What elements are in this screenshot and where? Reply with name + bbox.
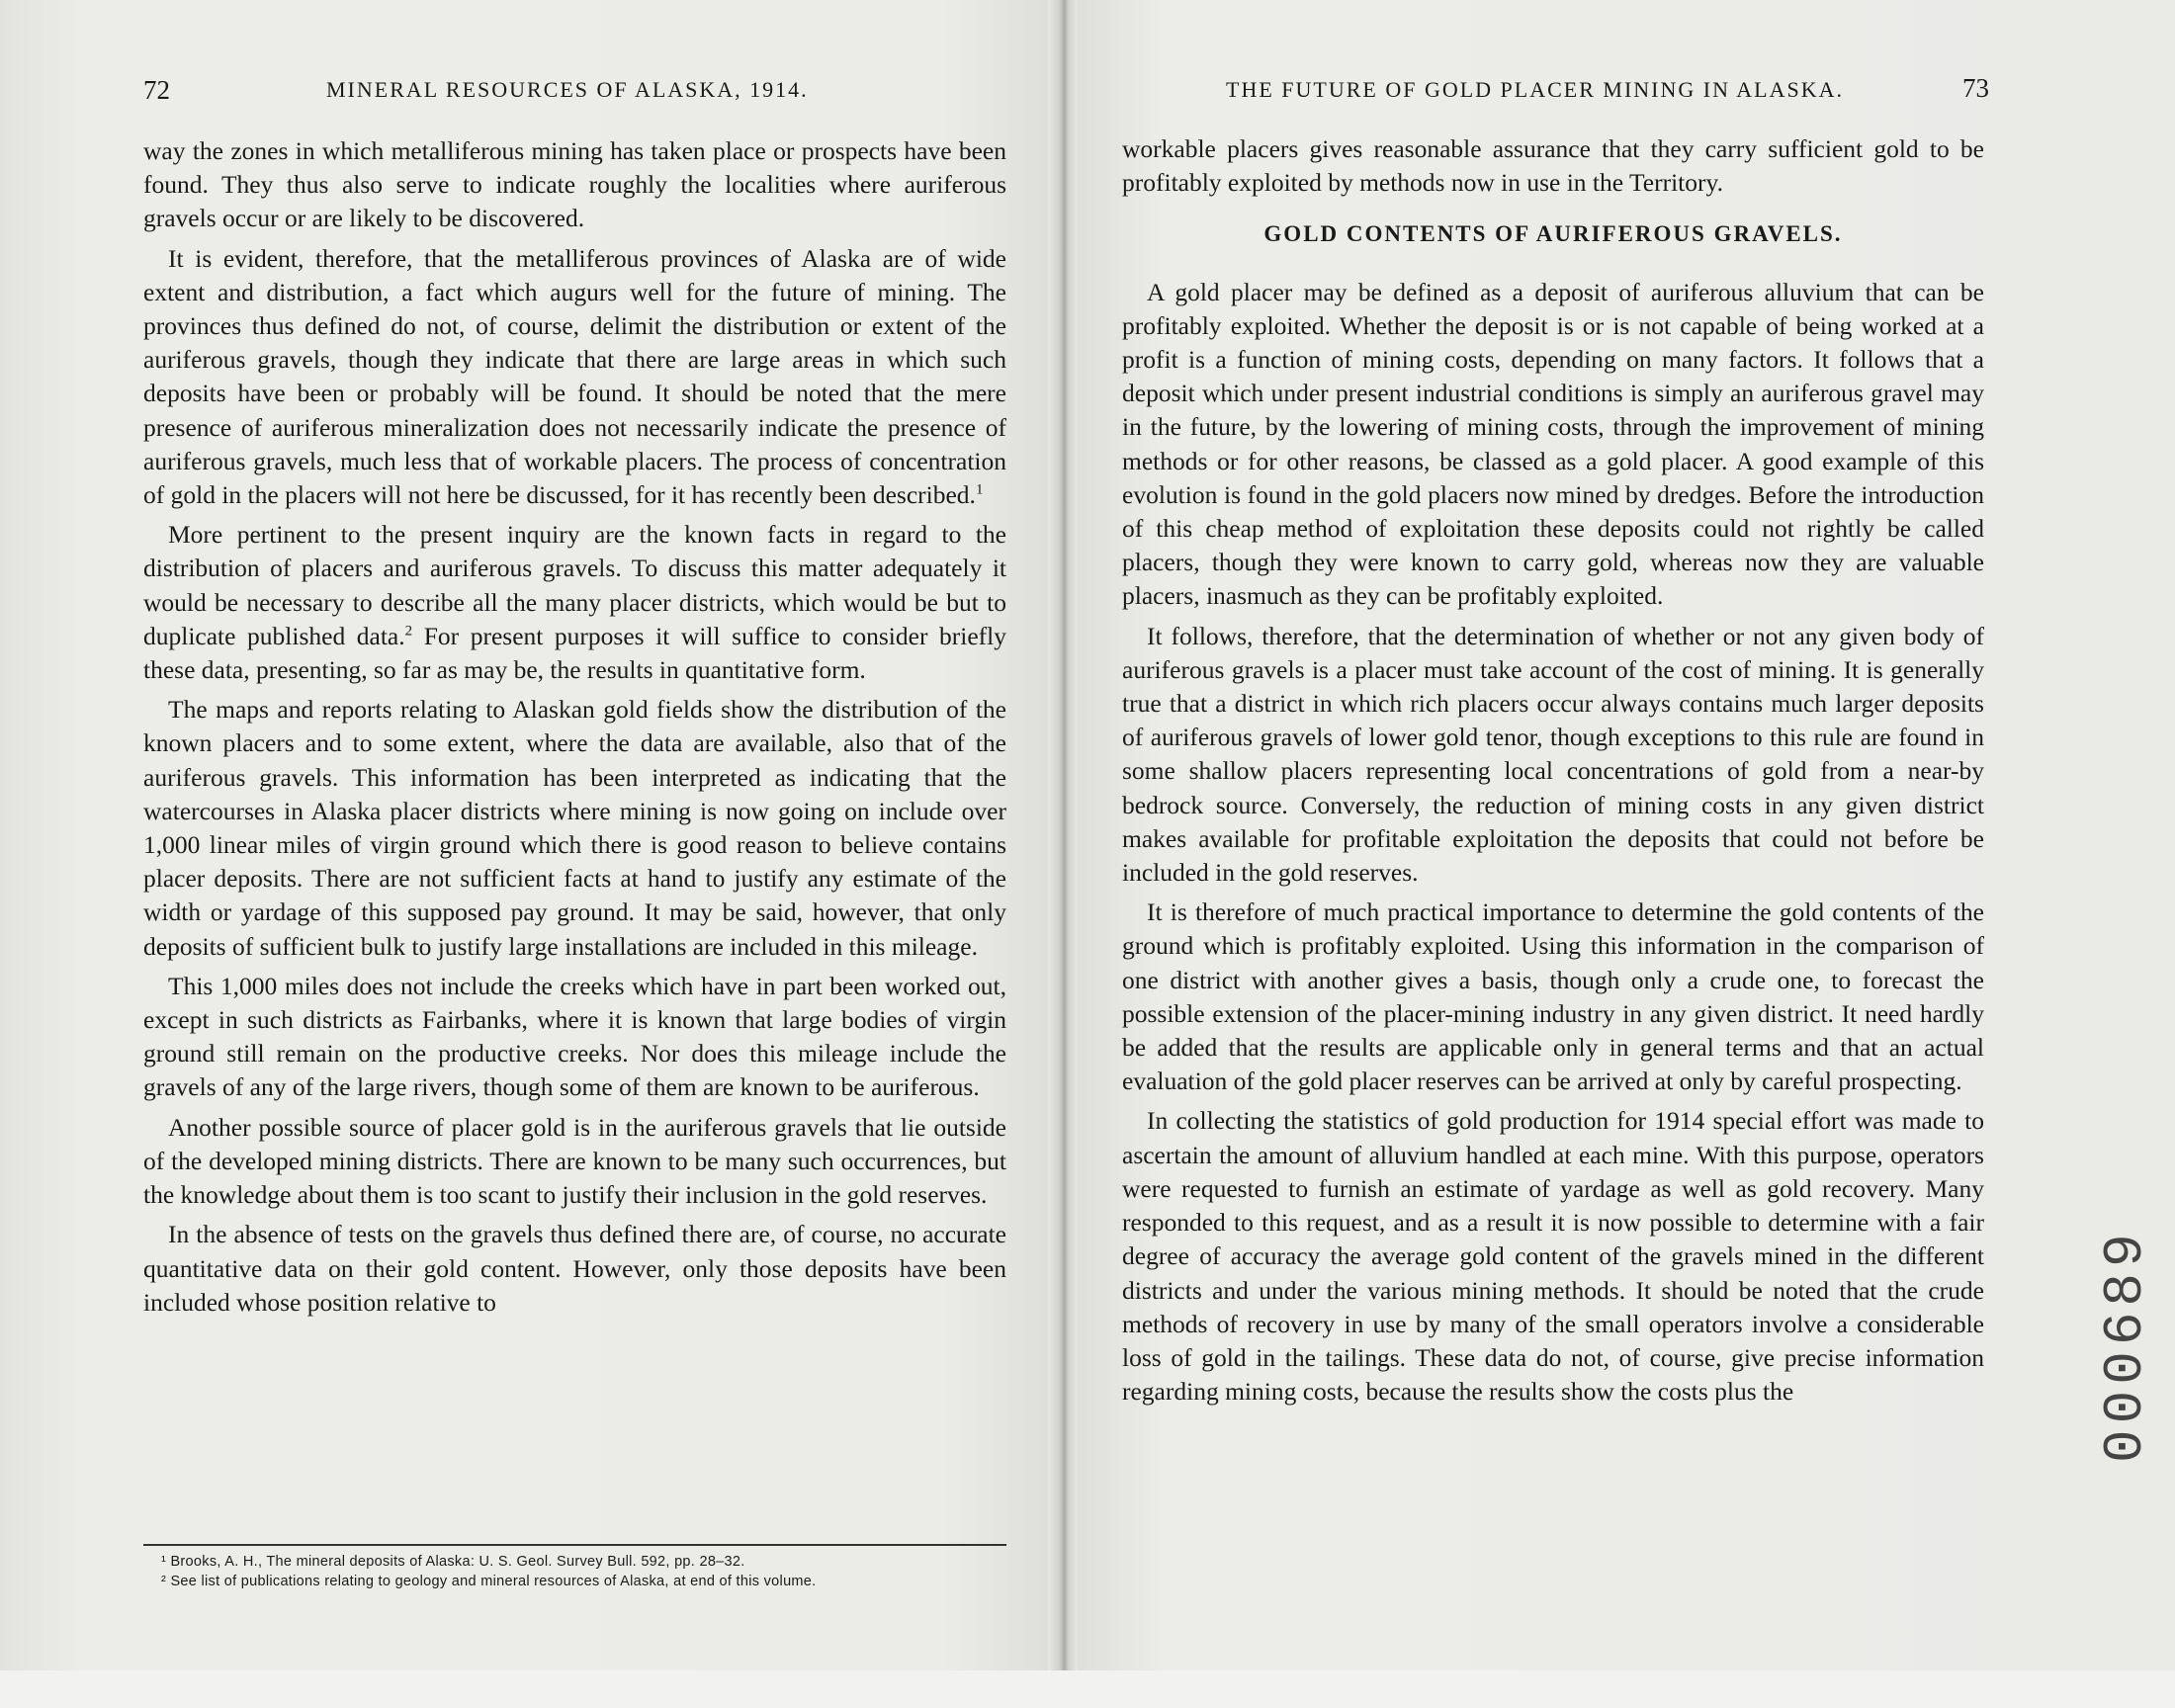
book-gutter	[1048, 0, 1078, 1670]
paragraph: This 1,000 miles does not include the creeks which have in part been worked out, except in such districts as Fairbanks, where it is known that large bodies of virgin ground still remain on the productive creeks. Nor does this mileage include the gravels of any of the large rivers, though some of them are known to be auriferous.	[143, 971, 1006, 1102]
paragraph: More pertinent to the present inquiry are the known facts in regard to the distribution of placers and auriferous gravels. To discuss this matter adequately it would be necessary to describe all the many placer districts, which would be but to duplicate published data.$^2$ For present purposes it will suffice to consider briefly these data, presenting, so far as may be, the results in quantitative form.	[143, 520, 1006, 685]
paragraph: It is evident, therefore, that the metalliferous provinces of Alaska are of wide extent and distribution, a fact which augurs well for the future of mining. The provinces thus defined do not, of course, delimit the distribution or extent of the auriferous gravels, though they indicate that there are large areas in which such deposits have been or probably will be found. It should be noted that the mere presence of auriferous mineralization does not necessarily indicate the presence of auriferous gravels, much less that of workable placers. The process of concentration of gold in the placers will not here be discussed, for it has recently been described.$^1$	[143, 243, 1006, 510]
body-text	[1122, 132, 1984, 1409]
footnote: ² See list of publications relating to geology and mineral resources of Alaska, at end of this volume.	[161, 1574, 817, 1589]
paragraph: A gold placer may be defined as a deposit of auriferous alluvium that can be profitably exploited. Whether the deposit is or is not capable of being worked at a profit is a function of mining costs, depending on many factors. It follows that a deposit which under present industrial conditions is simply an auriferous gravel may in the future, by the lowering of mining costs, through the improvement of mining methods or for other reasons, be classed as a gold placer. A good example of this evolution is found in the gold placers now mined by dredges. Before the introduction of this cheap method of exploitation these deposits could not rightly be called placers, though they were known to carry gold, whereas now they are valuable placers, inasmuch as they can be profitably exploited.	[1122, 277, 1984, 611]
footnotes	[143, 1552, 1006, 1591]
paragraph: Another possible source of placer gold is in the auriferous gravels that lie outside of the developed mining districts. There are known to be many such occurrences, but the knowledge about them is too scant to justify their inclusion in the gold reserves.	[143, 1112, 1006, 1210]
paragraph: way the zones in which metalliferous mining has taken place or prospects have been found. They thus also serve to indicate roughly the localities where auriferous gravels occur or are likely to be discovered.	[143, 136, 1006, 233]
paragraph: In collecting the statistics of gold production for 1914 special effort was made to ascertain the amount of alluvium handled at each mine. With this purpose, operators were requested to furnish an estimate of yardage as well as gold recovery. Many responded to this request, and as a result it is now possible to determine with a fair degree of accuracy the average gold content of the gravels mined in the different districts and under the various mining methods. It should be noted that the crude methods of recovery in use by many of the small operators involve a considerable loss of gold in the tailings. These data do not, of course, give precise information regarding mining costs, because the results show the costs plus the	[1122, 1106, 1984, 1407]
footnote: ¹ Brooks, A. H., The mineral deposits of Alaska: U. S. Geol. Survey Bull. 592, pp. 28–32.	[161, 1554, 745, 1570]
left-page	[0, 0, 1048, 1670]
paragraph: The maps and reports relating to Alaskan gold fields show the distribution of the known placers and to some extent, where the data are available, also that of the auriferous gravels. This information has been interpreted as indicating that the watercourses in Alaska placer districts where mining is now going on include over 1,000 linear miles of virgin ground which there is good reason to believe contains placer deposits. There are not sufficient facts at hand to justify any estimate of the width or yardage of this supposed pay ground. It may be said, however, that only deposits of sufficient bulk to justify large installations are included in this mileage.	[143, 695, 1006, 961]
footnote-rule	[143, 1544, 1006, 1546]
page-number: 73	[1962, 73, 1989, 103]
footnote-ref: 2	[404, 623, 413, 640]
paragraph: In the absence of tests on the gravels thus defined there are, of course, no accurate quantitative data on their gold content. However, only those deposits have been included whose position relative to	[143, 1220, 1006, 1317]
running-head: THE FUTURE OF GOLD PLACER MINING IN ALASKA.	[1226, 77, 1844, 102]
paragraph: It is therefore of much practical importance to determine the gold contents of the ground which is profitably exploited. Using this information in the comparison of one district with another gives a basis, though only a crude one, to forecast the possible extension of the placer-mining industry in any given district. It need hardly be added that the results are applicable only in general terms and that an actual evaluation of the gold placer reserves can be arrived at only by careful prospecting.	[1122, 897, 1984, 1096]
body-text	[143, 134, 1006, 1320]
page-number: 72	[143, 75, 170, 105]
running-head: MINERAL RESOURCES OF ALASKA, 1914.	[326, 77, 809, 102]
section-heading: GOLD CONTENTS OF AURIFEROUS GRAVELS.	[1263, 221, 1843, 247]
paragraph: It follows, therefore, that the determination of whether or not any given body of auriferous gravels is a placer must take account of the cost of mining. It is generally true that a district in which rich placers occur always contains much larger deposits of auriferous gravels of lower gold tenor, though exceptions to this rule are found in some shallow placers representing local concentrations of gold from a near-by bedrock source. Conversely, the reduction of mining costs in any given district makes available for profitable exploitation the deposits that could not before be included in the gold reserves.	[1122, 621, 1984, 888]
right-page	[1078, 0, 2175, 1670]
scan-bottom-edge	[0, 1670, 2175, 1708]
archive-stamp: 000689	[2094, 1228, 2157, 1463]
paragraph: workable placers gives reasonable assurance that they carry sufficient gold to be profitably exploited by methods now in use in the Territory.	[1122, 134, 1984, 198]
footnote-ref: 1	[975, 481, 984, 498]
